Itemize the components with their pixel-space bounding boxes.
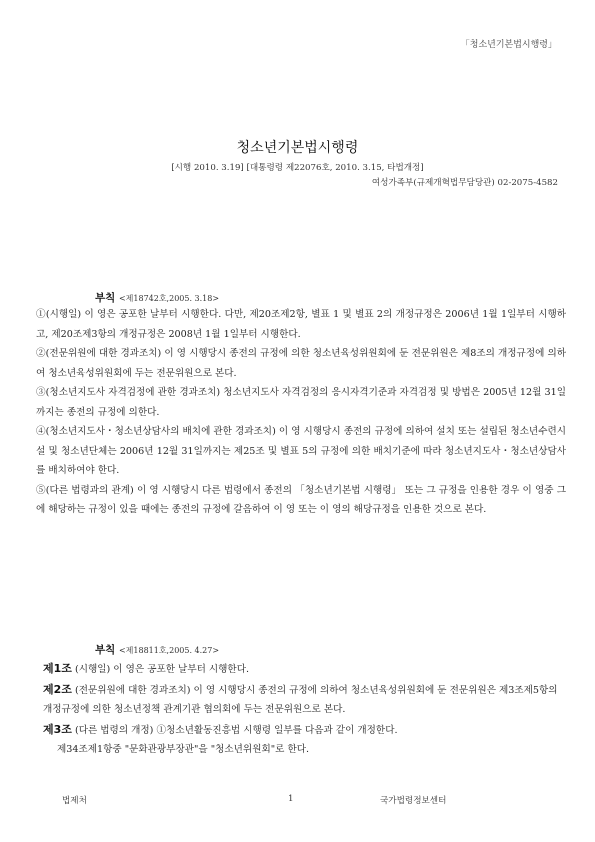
article-label: 제3조 bbox=[43, 722, 72, 736]
ministry-contact: 여성가족부(규제개혁법무담당관) 02-2075-4582 bbox=[371, 178, 558, 188]
enforcement-info: [시행 2010. 3.19] [대통령령 제22076호, 2010. 3.15, 타법개정] bbox=[171, 163, 424, 173]
addendum-ref: <제18811호,2005. 4.27> bbox=[118, 646, 220, 655]
addendum-heading-1 bbox=[95, 290, 219, 305]
addendum-1-body bbox=[36, 305, 566, 520]
addendum-title: 부칙 bbox=[95, 644, 116, 656]
addendum-paragraph: ①(시행일) 이 영은 공포한 날부터 시행한다. 다만, 제20조제2항, 별표 1 및 별표 2의 개정규정은 2006년 1월 1일부터 시행하고, 제20조제3항의 개정규정은 2008년 1월 1일부터 시행한다. bbox=[36, 309, 566, 340]
article-text: (전문위원에 대한 경과조치) 이 영 시행당시 종전의 규정에 의하여 청소년육성위원회에 둔 전문위원은 제3조제5항의 개정규정에 의한 청소년정책 관계기관 협의회에 두는 전문위원으로 본다. bbox=[43, 684, 558, 715]
article-label: 제2조 bbox=[43, 682, 72, 696]
article-1 bbox=[43, 659, 563, 680]
article-text: (시행일) 이 영은 공포한 날부터 시행한다. bbox=[71, 664, 250, 675]
running-header: 「청소년기본법시행령」 bbox=[460, 40, 557, 50]
footer-center: 국가법령정보센터 bbox=[380, 796, 447, 806]
addendum-paragraph: ③(청소년지도사 자격검정에 관한 경과조치) 청소년지도사 자격검정의 응시자격기준과 자격검정 및 방법은 2005년 12월 31일까지는 종전의 규정에 의한다. bbox=[36, 387, 566, 418]
footer-source: 법제처 bbox=[62, 796, 87, 806]
addendum-paragraph: ④(청소년지도사・청소년상담사의 배치에 관한 경과조치) 이 영 시행당시 종전의 규정에 의하여 설치 또는 설립된 청소년수련시설 및 청소년단체는 2006년 12월 31일까지는 제25조 및 별표 5의 규정에 의한 배치기준에 따라 청소년지도사・청소년상담사를 배치하여야 한다. bbox=[36, 426, 566, 476]
addendum-2-body bbox=[43, 659, 563, 760]
addendum-ref: <제18742호,2005. 3.18> bbox=[118, 294, 220, 303]
page-number: 1 bbox=[288, 794, 294, 804]
addendum-title: 부칙 bbox=[95, 292, 116, 304]
article-3 bbox=[43, 720, 563, 741]
addendum-paragraph: ⑤(다른 법령과의 관계) 이 영 시행당시 다른 법령에서 종전의 「청소년기본법 시행령」 또는 그 규정을 인용한 경우 이 영중 그에 해당하는 규정이 있을 때에는 종전의 규정에 갈음하여 이 영 또는 이 영의 해당규정을 인용한 것으로 본다. bbox=[36, 484, 566, 515]
addendum-heading-2 bbox=[95, 642, 219, 657]
document-title: 청소년기본법시행령 bbox=[236, 140, 359, 156]
article-3-sub: 제34조제1항중 "문화관광부장관"을 "청소년위원회"로 한다. bbox=[57, 744, 310, 755]
article-label: 제1조 bbox=[43, 662, 72, 675]
article-text: (다른 법령의 개정) ①청소년활동진흥법 시행령 일부를 다음과 같이 개정한다. bbox=[71, 724, 398, 736]
article-2 bbox=[43, 680, 563, 720]
addendum-paragraph: ②(전문위원에 대한 경과조치) 이 영 시행당시 종전의 규정에 의한 청소년육성위원회에 둔 전문위원은 제8조의 개정규정에 의하여 청소년육성위원회에 두는 전문위원으로 본다. bbox=[36, 348, 566, 379]
